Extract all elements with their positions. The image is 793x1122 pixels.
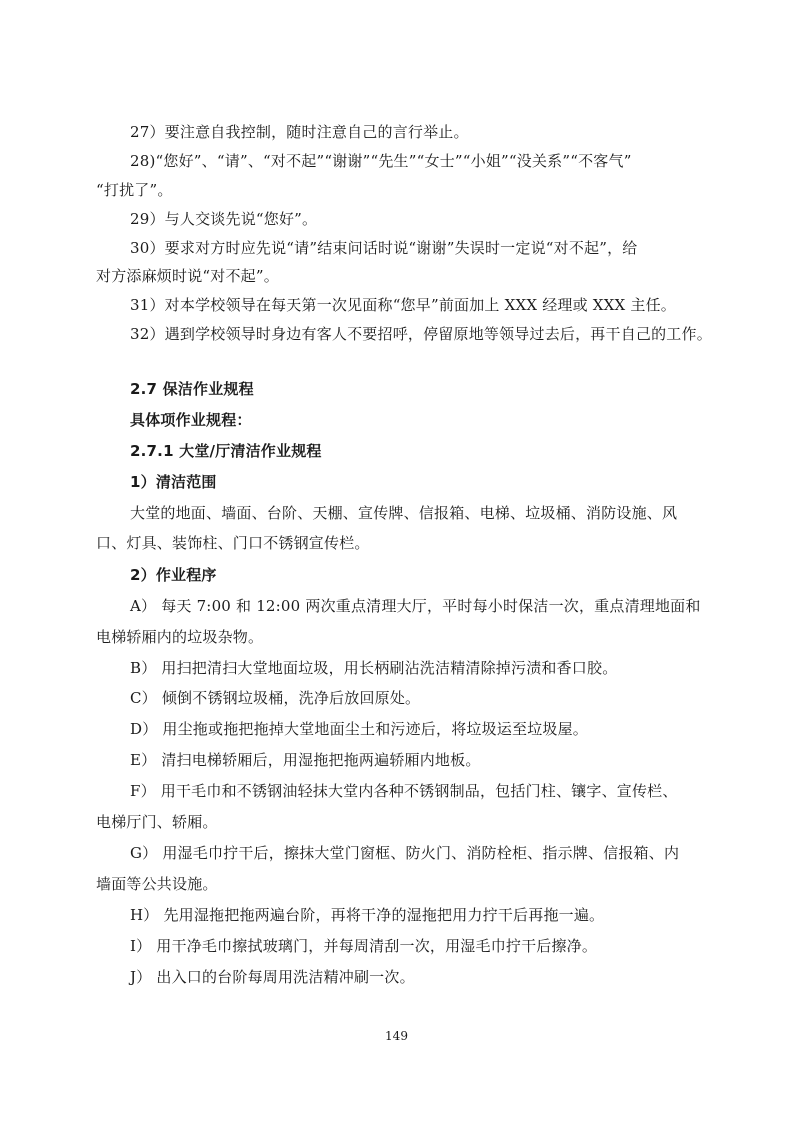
rule-item-30-continued: 对方添麻烦时说“对不起”。 [96, 267, 279, 285]
section-subtitle: 具体项作业规程： [130, 411, 252, 429]
procedure-step-h: H） 先用湿拖把拖两遍台阶，再将干净的湿拖把用力拧干后再拖一遍。 [130, 906, 605, 924]
procedure-step-f-continued: 电梯厅门、轿厢。 [96, 813, 218, 831]
rule-item-29: 29）与人交谈先说“您好”。 [130, 210, 318, 228]
procedure-step-i: I） 用干净毛巾擦拭玻璃门，并每周清刮一次，用湿毛巾拧干后擦净。 [130, 937, 598, 955]
procedure-step-j: J） 出入口的台阶每周用洗洁精冲刷一次。 [130, 968, 415, 986]
procedure-step-d: D） 用尘拖或拖把拖掉大堂地面尘土和污迹后，将垃圾运至垃圾屋。 [130, 720, 588, 738]
rule-item-28: 28)“您好”、“请”、“对不起”“谢谢”“先生”“女士”“小姐”“没关系”“不客气” [130, 152, 632, 170]
scope-line: 大堂的地面、墙面、台阶、天棚、宣传牌、信报箱、电梯、垃圾桶、消防设施、风 [130, 504, 678, 522]
procedure-step-g-continued: 墙面等公共设施。 [96, 875, 218, 893]
procedure-step-f: F） 用干毛巾和不锈钢油轻抹大堂内各种不锈钢制品，包括门柱、镶字、宣传栏、 [130, 782, 678, 800]
scope-heading: 1）清洁范围 [130, 473, 217, 491]
procedure-heading: 2）作业程序 [130, 566, 217, 584]
procedure-step-e: E） 清扫电梯轿厢后，用湿拖把拖两遍轿厢内地板。 [130, 751, 481, 769]
procedure-step-g: G） 用湿毛巾拧干后，擦抹大堂门窗框、防火门、消防栓柜、指示牌、信报箱、内 [130, 844, 680, 862]
procedure-step-c: C） 倾倒不锈钢垃圾桶，洗净后放回原处。 [130, 689, 421, 707]
rule-item-27: 27）要注意自我控制，随时注意自己的言行举止。 [130, 123, 469, 141]
procedure-step-a: A） 每天 7:00 和 12:00 两次重点清理大厅，平时每小时保洁一次，重点清理地面和 [130, 597, 701, 615]
rule-item-32: 32）遇到学校领导时身边有客人不要招呼，停留原地等领导过去后，再干自己的工作。 [130, 325, 712, 343]
scope-line: 口、灯具、装饰柱、门口不锈钢宣传栏。 [96, 534, 370, 552]
page-number: 149 [385, 1029, 408, 1043]
rule-item-28-continued: “打扰了”。 [96, 181, 173, 199]
rule-item-30: 30）要求对方时应先说“请”结束问话时说“谢谢”失误时一定说“对不起”，给 [130, 239, 638, 257]
rule-item-31: 31）对本学校领导在每天第一次见面称“您早”前面加上 XXX 经理或 XXX 主任。 [130, 296, 676, 314]
procedure-step-b: B） 用扫把清扫大堂地面垃圾，用长柄刷沾洗洁精清除掉污渍和香口胶。 [130, 659, 618, 677]
procedure-step-a-continued: 电梯轿厢内的垃圾杂物。 [96, 628, 264, 646]
section-title: 2.7 保洁作业规程 [130, 380, 254, 398]
subsection-title: 2.7.1 大堂/厅清洁作业规程 [130, 442, 322, 460]
